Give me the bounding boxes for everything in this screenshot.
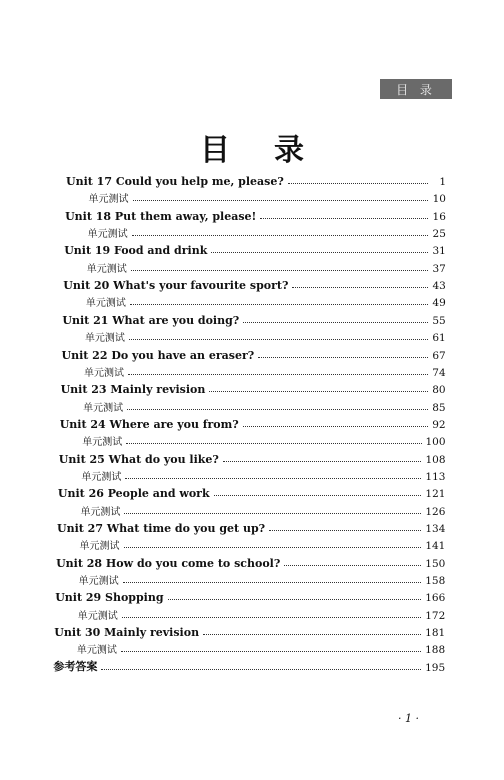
toc-page-number: 181	[425, 627, 446, 640]
toc-entry	[63, 276, 446, 292]
toc-label: Unit 22 Do you have an eraser?	[61, 348, 255, 362]
toc-subentry	[78, 606, 446, 622]
toc-label: Unit 27 What time do you get up?	[57, 522, 266, 535]
dot-leader	[243, 426, 428, 427]
dot-leader	[243, 322, 428, 323]
dot-leader	[121, 651, 421, 652]
toc-subentry	[88, 224, 446, 240]
dot-leader	[284, 565, 421, 566]
dot-leader	[127, 409, 427, 410]
toc-page-number: 55	[432, 314, 446, 327]
toc-subentry	[77, 640, 445, 656]
toc-page-number: 80	[432, 384, 446, 397]
toc-page-number: 108	[425, 453, 446, 466]
toc-subentry	[87, 259, 446, 275]
toc-subentry	[80, 536, 446, 552]
toc-label: Unit 30 Mainly revision	[54, 626, 200, 640]
toc-subentry	[89, 189, 446, 205]
dot-leader	[131, 270, 428, 271]
toc-page-number: 85	[432, 401, 446, 414]
section-tab: 目 录	[380, 79, 452, 99]
toc-label: Unit 28 How do you come to school?	[56, 556, 281, 570]
toc-entry	[62, 346, 446, 362]
toc-label: 单元测试	[78, 576, 119, 588]
dot-leader	[126, 443, 421, 444]
toc-page-number: 25	[432, 228, 446, 241]
toc-entry	[53, 658, 445, 674]
dot-leader	[133, 200, 428, 201]
toc-label: 单元测试	[86, 263, 127, 275]
dot-leader	[292, 287, 427, 288]
toc-page-number: 43	[432, 280, 446, 293]
dot-leader	[258, 357, 427, 358]
toc-label: 单元测试	[79, 541, 120, 553]
toc-label: Unit 26 People and work	[57, 487, 210, 501]
dot-leader	[260, 218, 428, 219]
title-char-2: 录	[274, 133, 304, 168]
toc-label: Unit 24 Where are you from?	[59, 417, 239, 431]
dot-leader	[129, 339, 428, 340]
toc-label: 单元测试	[88, 194, 129, 206]
toc-label: Unit 18 Put them away, please!	[65, 209, 257, 223]
toc-label: Unit 17 Could you help me, please?	[66, 175, 284, 188]
dot-leader	[122, 617, 421, 618]
toc-entry	[62, 311, 445, 327]
toc-page-number: 31	[432, 245, 446, 258]
toc-entry	[65, 207, 446, 223]
dot-leader	[125, 478, 421, 479]
dot-leader	[209, 391, 427, 392]
toc-page-number: 166	[425, 592, 446, 605]
toc-entry	[56, 554, 445, 570]
dot-leader	[124, 547, 422, 548]
toc-page-number: 67	[432, 349, 446, 362]
toc-entry	[58, 484, 446, 500]
toc-page-number: 150	[425, 557, 446, 570]
dot-leader	[168, 599, 422, 600]
toc-page-number: 16	[432, 210, 446, 223]
dot-leader	[211, 252, 428, 253]
toc-entry	[64, 241, 446, 257]
toc-page-number: 1	[439, 176, 446, 188]
toc-subentry	[79, 571, 446, 587]
dot-leader	[203, 634, 421, 635]
toc-page-number: 188	[425, 644, 446, 657]
toc-label: 单元测试	[81, 471, 122, 483]
toc-label: Unit 21 What are you doing?	[62, 313, 240, 327]
dot-leader	[124, 513, 421, 514]
toc-label: 参考答案	[53, 659, 98, 673]
toc-label: Unit 23 Mainly revision	[60, 383, 206, 397]
toc-label: 单元测试	[84, 333, 125, 345]
dot-leader	[123, 582, 422, 583]
toc-page-number: 100	[425, 436, 446, 449]
toc-subentry	[80, 502, 445, 518]
toc-label: 单元测试	[84, 367, 125, 379]
toc-page-number: 134	[425, 523, 446, 535]
page-number: · 1 ·	[398, 712, 419, 725]
toc-page-number: 172	[425, 609, 446, 622]
dot-leader	[269, 530, 421, 531]
toc-entry	[55, 588, 445, 604]
toc-subentry	[81, 467, 445, 483]
toc-subentry	[82, 432, 445, 448]
toc-subentry	[86, 293, 446, 309]
toc-page-number: 49	[432, 297, 446, 310]
toc-entry	[60, 415, 446, 431]
toc-label: 单元测试	[76, 645, 117, 657]
toc-page-number: 37	[432, 262, 446, 275]
dot-leader	[214, 495, 422, 496]
toc-subentry	[83, 398, 445, 414]
dot-leader	[223, 461, 422, 462]
toc-label: 单元测试	[87, 229, 128, 241]
toc-page-number: 195	[425, 661, 446, 674]
toc-page-number: 10	[432, 193, 446, 206]
toc-entry	[66, 172, 446, 188]
toc-page-number: 121	[425, 488, 446, 501]
dot-leader	[101, 669, 421, 670]
toc-subentry	[84, 363, 446, 379]
dot-leader	[288, 183, 428, 184]
toc-page-number: 113	[425, 470, 446, 483]
dot-leader	[132, 235, 428, 236]
toc-label: Unit 25 What do you like?	[58, 452, 219, 466]
toc-page-number: 61	[432, 332, 446, 345]
toc-entry	[57, 519, 445, 535]
toc-label: 单元测试	[83, 402, 124, 414]
toc-page-number: 92	[432, 418, 446, 431]
toc-label: Unit 29 Shopping	[55, 591, 164, 605]
toc-label: 单元测试	[85, 298, 126, 310]
toc-label: 单元测试	[82, 437, 123, 449]
toc-entry	[54, 623, 445, 639]
dot-leader	[128, 374, 428, 375]
toc-label: 单元测试	[80, 506, 121, 518]
dot-leader	[130, 304, 428, 305]
toc-entry	[59, 450, 446, 466]
toc-label: Unit 20 What's your favourite sport?	[63, 279, 289, 293]
toc-label: 单元测试	[77, 610, 118, 622]
toc-page-number: 126	[425, 505, 446, 518]
title-char-1: 目	[200, 133, 230, 168]
toc-entry	[61, 380, 446, 396]
toc-label: Unit 19 Food and drink	[64, 244, 208, 258]
toc-subentry	[85, 328, 446, 344]
toc-page-number: 158	[425, 575, 446, 588]
toc-page-number: 74	[432, 366, 446, 379]
toc-page-number: 141	[425, 540, 446, 553]
